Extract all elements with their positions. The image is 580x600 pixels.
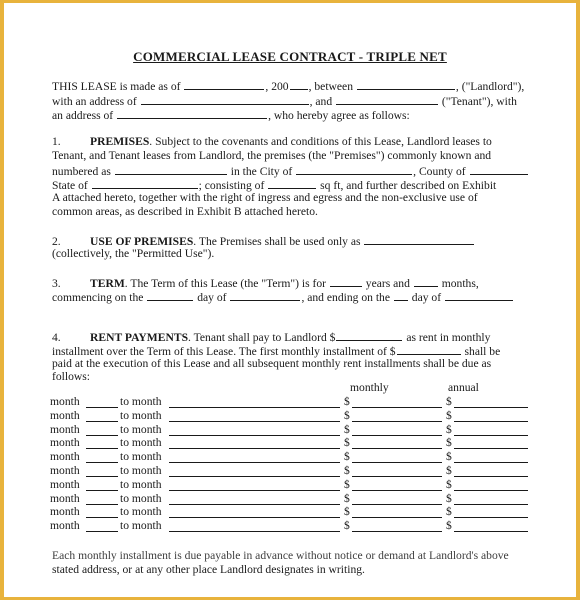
row-from-label: month: [50, 395, 80, 408]
rent-row: [48, 519, 548, 533]
rent-row: [48, 395, 548, 409]
row-from-label: month: [50, 436, 80, 450]
row-monthly-dollar: $: [344, 436, 350, 450]
row-to-label: to month: [120, 519, 162, 533]
rent-row: [48, 478, 548, 492]
row-to-label: to month: [120, 477, 162, 491]
rent-row: [48, 492, 548, 506]
premises-line-4: State of ; consisting of sq ft, and further described on Exhibit: [52, 179, 497, 192]
rent-row: [48, 450, 548, 464]
row-blank-line: [352, 531, 442, 532]
premises-line-1: 1. PREMISES. Subject to the covenants and conditions of this Lease, Landlord leases to: [52, 135, 492, 148]
use-line-1: 2. USE OF PREMISES. The Premises shall be used only as: [52, 233, 475, 249]
row-annual-dollar: $: [446, 519, 452, 533]
row-to-label: to month: [120, 464, 162, 477]
rent-row: [48, 464, 548, 478]
row-from-label: month: [50, 408, 80, 422]
row-blank-line: [454, 531, 528, 532]
row-annual-dollar: $: [446, 477, 452, 491]
row-to-label: to month: [120, 422, 162, 436]
row-monthly-dollar: $: [344, 505, 350, 519]
intro-line-3: an address of , who hereby agree as follows:: [52, 109, 410, 122]
row-from-label: month: [50, 505, 80, 519]
row-monthly-dollar: $: [344, 408, 350, 422]
row-annual-dollar: $: [446, 422, 452, 436]
document-title: COMMERCIAL LEASE CONTRACT - TRIPLE NET: [133, 49, 447, 64]
row-from-label: month: [50, 477, 80, 491]
row-annual-dollar: $: [446, 450, 452, 464]
rent-line-2: installment over the Term of this Lease. The first monthly installment of $ shall be: [52, 345, 501, 358]
row-annual-dollar: $: [446, 408, 452, 422]
premises-line-3: numbered as in the City of , County of: [52, 163, 529, 179]
footer-line-2: stated address, or at any other place Landlord designates in writing.: [52, 563, 365, 576]
row-from-label: month: [50, 450, 80, 464]
document-page: [4, 3, 576, 597]
row-from-label: month: [50, 491, 80, 505]
use-line-2: (collectively, the "Permitted Use").: [52, 247, 215, 260]
intro-line-1: THIS LEASE is made as of , 200 , between , ("Landlord"),: [52, 80, 525, 93]
row-monthly-dollar: $: [344, 491, 350, 505]
row-to-label: to month: [120, 436, 162, 450]
row-from-label: month: [50, 519, 80, 533]
row-blank-line: [169, 531, 340, 532]
rent-row: [48, 436, 548, 450]
row-from-label: month: [50, 422, 80, 436]
row-annual-dollar: $: [446, 395, 452, 408]
row-to-label: to month: [120, 505, 162, 519]
term-line-1: 3. TERM. The Term of this Lease (the "Term") is for years and months,: [52, 277, 479, 290]
row-monthly-dollar: $: [344, 464, 350, 477]
rent-row: [48, 505, 548, 519]
annual-column-header: annual: [448, 381, 479, 394]
monthly-column-header: monthly: [350, 381, 389, 394]
row-monthly-dollar: $: [344, 450, 350, 464]
row-annual-dollar: $: [446, 436, 452, 450]
row-monthly-dollar: $: [344, 519, 350, 533]
rent-row: [48, 409, 548, 423]
row-monthly-dollar: $: [344, 395, 350, 408]
row-to-label: to month: [120, 491, 162, 505]
rent-line-3: paid at the execution of this Lease and all subsequent monthly rent installments shall be due as: [52, 357, 492, 370]
footer-line-1: Each monthly installment is due payable in advance without notice or demand at Landlord's above: [52, 549, 509, 562]
row-annual-dollar: $: [446, 491, 452, 505]
row-annual-dollar: $: [446, 505, 452, 519]
row-monthly-dollar: $: [344, 422, 350, 436]
row-annual-dollar: $: [446, 464, 452, 477]
premises-line-2: Tenant, and Tenant leases from Landlord, the premises (the "Premises") commonly known and: [52, 149, 492, 162]
term-line-2: commencing on the day of , and ending on the day of: [52, 289, 514, 305]
premises-line-5: A attached hereto, together with the right of ingress and egress and the non-exclusive use of: [52, 191, 478, 204]
rent-line-4: follows:: [52, 370, 91, 383]
premises-line-6: common areas, as described in Exhibit B attached hereto.: [52, 205, 318, 218]
row-to-label: to month: [120, 408, 162, 422]
rent-row: [48, 423, 548, 437]
rent-line-1: 4. RENT PAYMENTS. Tenant shall pay to Landlord $ as rent in monthly: [52, 331, 491, 344]
row-blank-line: [86, 531, 118, 532]
row-to-label: to month: [120, 395, 162, 408]
row-monthly-dollar: $: [344, 477, 350, 491]
row-from-label: month: [50, 464, 80, 477]
row-to-label: to month: [120, 450, 162, 464]
intro-line-2: with an address of , and ("Tenant"), with: [52, 95, 517, 108]
